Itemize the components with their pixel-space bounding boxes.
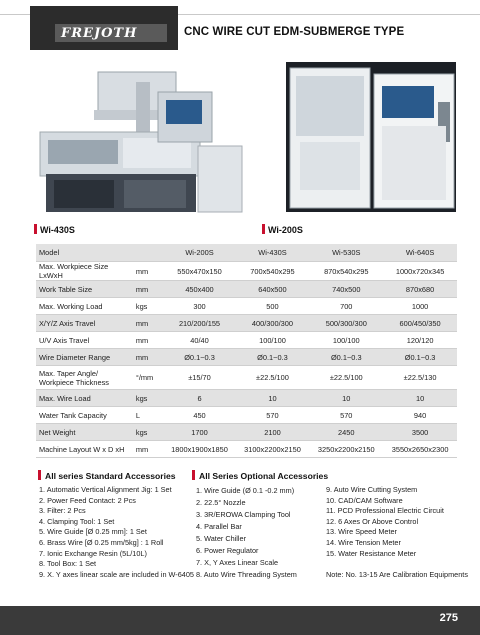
machine-photos bbox=[28, 62, 468, 222]
optional-accessories-heading bbox=[192, 470, 328, 481]
spec-header-cell: Model bbox=[36, 244, 133, 262]
machine-wi430s-image bbox=[40, 72, 242, 212]
spec-unit: kgs bbox=[133, 424, 164, 441]
spec-header-cell bbox=[133, 244, 164, 262]
list-item: 15. Water Resistance Meter bbox=[326, 548, 417, 558]
caption-left-text: Wi-430S bbox=[40, 225, 75, 235]
caption-left bbox=[34, 224, 75, 235]
spec-value: 700 bbox=[309, 298, 383, 315]
spec-value: 300 bbox=[163, 298, 235, 315]
spec-header-row bbox=[36, 244, 457, 262]
spec-value: 940 bbox=[383, 407, 457, 424]
spec-unit: °/mm bbox=[133, 366, 164, 390]
spec-value: ±22.5/130 bbox=[383, 366, 457, 390]
spec-unit: mm bbox=[133, 315, 164, 332]
spec-table bbox=[36, 244, 457, 458]
page-footer bbox=[0, 606, 480, 635]
spec-value: 700x540x295 bbox=[236, 262, 310, 281]
spec-value: Ø0.1~0.3 bbox=[236, 349, 310, 366]
list-item: 8. Tool Box: 1 Set bbox=[39, 559, 97, 569]
optional-accessories-list-1 bbox=[196, 485, 297, 581]
caption-marker bbox=[262, 224, 265, 234]
heading-marker bbox=[192, 470, 195, 480]
list-item: 4. Clamping Tool: 1 Set bbox=[39, 516, 115, 526]
spec-label: Max. Taper Angle/ Workpiece Thickness bbox=[36, 366, 133, 390]
spec-value: 120/120 bbox=[383, 332, 457, 349]
spec-label: Wire Diameter Range bbox=[36, 349, 133, 366]
spec-value: 100/100 bbox=[236, 332, 310, 349]
page-header bbox=[0, 0, 480, 58]
spec-value: Ø0.1~0.3 bbox=[309, 349, 383, 366]
spec-value: 870x680 bbox=[383, 281, 457, 298]
spec-value: Ø0.1~0.3 bbox=[163, 349, 235, 366]
spec-value: 600/450/350 bbox=[383, 315, 457, 332]
spec-header-cell: Wi-430S bbox=[236, 244, 310, 262]
list-item: 2. Power Feed Contact: 2 Pcs bbox=[39, 495, 136, 505]
spec-value: 210/200/155 bbox=[163, 315, 235, 332]
list-item: 14. Wire Tension Meter bbox=[326, 537, 401, 547]
list-spacer bbox=[326, 559, 468, 570]
catalog-title: CNC WIRE CUT EDM-SUBMERGE TYPE bbox=[184, 26, 405, 38]
spec-value: 400/300/300 bbox=[236, 315, 310, 332]
caption-marker bbox=[34, 224, 37, 234]
spec-label: X/Y/Z Axis Travel bbox=[36, 315, 133, 332]
spec-value: 40/40 bbox=[163, 332, 235, 349]
list-item: 9. Auto Wire Cutting System bbox=[326, 485, 418, 494]
caption-right-text: Wi-200S bbox=[268, 225, 303, 235]
spec-value: ±22.5/100 bbox=[236, 366, 310, 390]
spec-unit: mm bbox=[133, 332, 164, 349]
spec-value: 3100x2200x2150 bbox=[236, 441, 310, 458]
spec-value: 3550x2650x2300 bbox=[383, 441, 457, 458]
spec-value: 740x500 bbox=[309, 281, 383, 298]
spec-value: 1800x1900x1850 bbox=[163, 441, 235, 458]
spec-value: 870x540x295 bbox=[309, 262, 383, 281]
spec-value: 3250x2200x2150 bbox=[309, 441, 383, 458]
spec-row bbox=[36, 424, 457, 441]
standard-accessories-list bbox=[39, 485, 194, 580]
list-item: 7. Ionic Exchange Resin (5L/10L) bbox=[39, 548, 147, 558]
list-item: 2. 22.5° Nozzle bbox=[196, 498, 246, 507]
spec-value: 10 bbox=[236, 390, 310, 407]
spec-unit: kgs bbox=[133, 298, 164, 315]
spec-value: 3500 bbox=[383, 424, 457, 441]
spec-value: 500/300/300 bbox=[309, 315, 383, 332]
spec-row bbox=[36, 441, 457, 458]
list-item: 3. Filter: 2 Pcs bbox=[39, 506, 86, 516]
list-item: 5. Wire Guide [Ø 0.25 mm]: 1 Set bbox=[39, 527, 147, 537]
spec-value: 100/100 bbox=[309, 332, 383, 349]
page-number: 275 bbox=[439, 612, 458, 624]
spec-value: 500 bbox=[236, 298, 310, 315]
list-item: 9. X. Y axes linear scale are included in W-6405 bbox=[39, 569, 194, 579]
list-item: 6. Brass Wire [Ø 0.25 mm/5kg] : 1 Roll bbox=[39, 537, 164, 547]
machine-wi200s-image bbox=[286, 62, 456, 212]
optional-accessories-title: All Series Optional Accessories bbox=[199, 471, 329, 481]
spec-value: 10 bbox=[309, 390, 383, 407]
list-item: 1. Automatic Vertical Alignment Jig: 1 Set bbox=[39, 485, 172, 494]
spec-label: Net Weight bbox=[36, 424, 133, 441]
spec-value: 570 bbox=[236, 407, 310, 424]
spec-row bbox=[36, 390, 457, 407]
spec-label: Max. Working Load bbox=[36, 298, 133, 315]
list-item: 4. Parallel Bar bbox=[196, 522, 242, 531]
brand-name: FREJOTH bbox=[61, 26, 138, 41]
optional-accessories-list-2 bbox=[326, 485, 468, 580]
standard-accessories-title: All series Standard Accessories bbox=[45, 471, 176, 481]
spec-row bbox=[36, 332, 457, 349]
standard-accessories-heading bbox=[38, 470, 176, 481]
spec-value: 450x400 bbox=[163, 281, 235, 298]
list-item: 3. 3R/EROWA Clamping Tool bbox=[196, 510, 291, 519]
spec-unit: mm bbox=[133, 281, 164, 298]
spec-row bbox=[36, 281, 457, 298]
spec-row bbox=[36, 407, 457, 424]
spec-row bbox=[36, 366, 457, 390]
spec-row bbox=[36, 315, 457, 332]
spec-header-cell: Wi-530S bbox=[309, 244, 383, 262]
list-item: 10. CAD/CAM Software bbox=[326, 495, 403, 505]
spec-value: 2100 bbox=[236, 424, 310, 441]
list-item: 13. Wire Speed Meter bbox=[326, 527, 397, 537]
heading-marker bbox=[38, 470, 41, 480]
list-item: 5. Water Chiller bbox=[196, 534, 247, 543]
list-item: 8. Auto Wire Threading System bbox=[196, 570, 297, 579]
spec-value: 450 bbox=[163, 407, 235, 424]
spec-header-cell: Wi-640S bbox=[383, 244, 457, 262]
spec-unit: mm bbox=[133, 441, 164, 458]
spec-header-cell: Wi-200S bbox=[163, 244, 235, 262]
spec-label: Max. Workpiece Size LxWxH bbox=[36, 262, 133, 281]
spec-row bbox=[36, 262, 457, 281]
spec-value: ±15/70 bbox=[163, 366, 235, 390]
spec-row bbox=[36, 298, 457, 315]
list-item: 1. Wire Guide (Ø 0.1 -0.2 mm) bbox=[196, 486, 295, 495]
spec-value: 1700 bbox=[163, 424, 235, 441]
spec-value: 570 bbox=[309, 407, 383, 424]
spec-label: Machine Layout W x D xH bbox=[36, 441, 133, 458]
spec-value: 6 bbox=[163, 390, 235, 407]
spec-label: Max. Wire Load bbox=[36, 390, 133, 407]
spec-value: 2450 bbox=[309, 424, 383, 441]
spec-unit: kgs bbox=[133, 390, 164, 407]
spec-row bbox=[36, 349, 457, 366]
spec-label: Water Tank Capacity bbox=[36, 407, 133, 424]
list-item: 12. 6 Axes Or Above Control bbox=[326, 516, 419, 526]
spec-unit: mm bbox=[133, 262, 164, 281]
spec-value: 10 bbox=[383, 390, 457, 407]
spec-value: 640x500 bbox=[236, 281, 310, 298]
spec-unit: L bbox=[133, 407, 164, 424]
spec-value: 550x470x150 bbox=[163, 262, 235, 281]
list-item: 11. PCD Professional Electric Circuit bbox=[326, 506, 444, 516]
spec-label: Work Table Size bbox=[36, 281, 133, 298]
spec-label: U/V Axis Travel bbox=[36, 332, 133, 349]
spec-value: Ø0.1~0.3 bbox=[383, 349, 457, 366]
spec-value: 1000x720x345 bbox=[383, 262, 457, 281]
spec-unit: mm bbox=[133, 349, 164, 366]
caption-right bbox=[262, 224, 303, 235]
spec-value: ±22.5/100 bbox=[309, 366, 383, 390]
list-item: 6. Power Regulator bbox=[196, 546, 259, 555]
list-item: 7. X, Y Axes Linear Scale bbox=[196, 558, 279, 567]
spec-value: 1000 bbox=[383, 298, 457, 315]
calibration-note: Note: No. 13-15 Are Calibration Equipments bbox=[326, 569, 468, 579]
